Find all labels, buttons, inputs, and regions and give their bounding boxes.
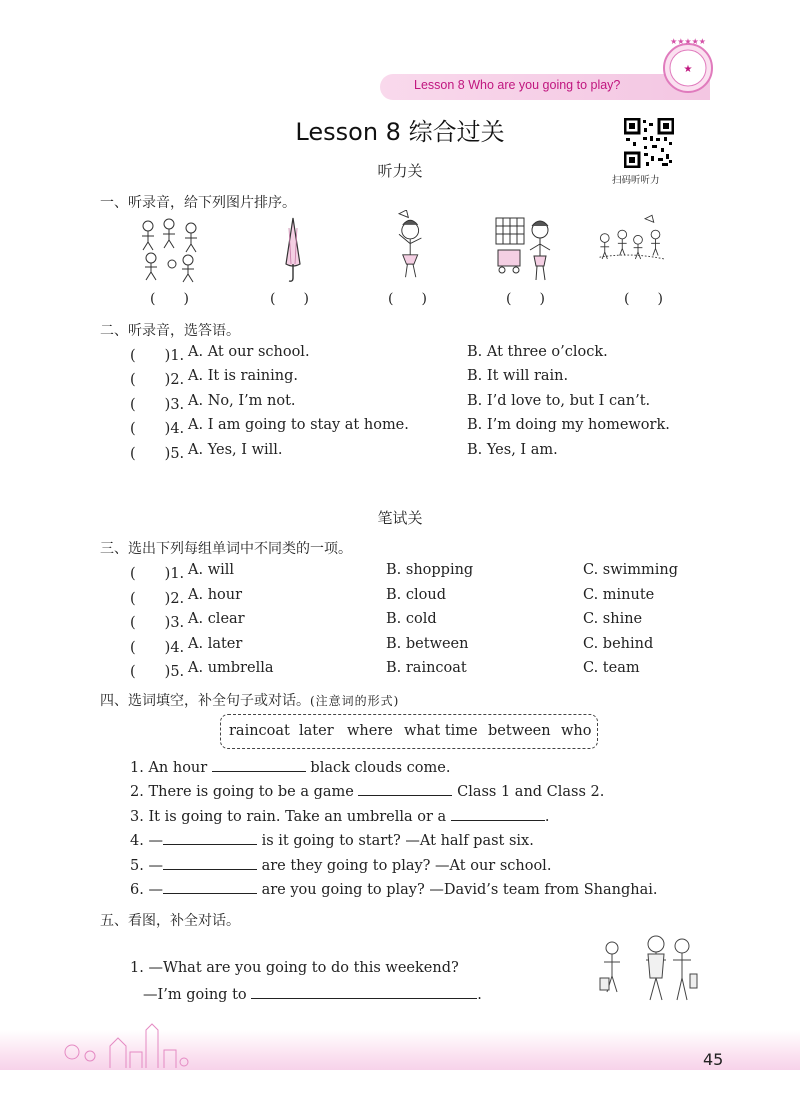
sentence-end: are you going to play? —David’s team from Shanghai. [261, 882, 658, 898]
answer-blank[interactable] [163, 830, 257, 845]
word-bank-item: what time [404, 723, 478, 739]
sentence-end: black clouds come. [310, 760, 451, 776]
answer-paren-3[interactable]: ( ) [388, 291, 427, 307]
answer-blank[interactable] [163, 879, 257, 894]
sentence-start: 6. — [130, 882, 163, 898]
dialogue-question: 1. —What are you going to do this weekend? [130, 960, 459, 976]
answer-start: —I’m going to [143, 987, 247, 1003]
umbrella-picture [258, 214, 328, 284]
option-a: A. No, I’m not. [188, 393, 296, 409]
option-a: A. clear [188, 611, 245, 627]
page-title: Lesson 8 综合过关 [295, 118, 505, 146]
option-a: A. I am going to stay at home. [188, 417, 409, 433]
word-bank-item: between [488, 723, 551, 739]
option-a: A. will [188, 562, 235, 578]
word-bank-item: where [347, 723, 393, 739]
option-b: B. cold [386, 611, 437, 627]
sentence-start: 2. There is going to be a game [130, 784, 354, 800]
option-b: B. shopping [386, 562, 474, 578]
answer-paren-4[interactable]: ( ) [506, 291, 545, 307]
question-number[interactable]: ( )3. [130, 615, 185, 631]
page-number: 45 [703, 1050, 724, 1069]
fill-sentence [130, 879, 658, 898]
running-title: Lesson 8 Who are you going to play? [414, 78, 621, 92]
brand-badge-icon [658, 36, 718, 96]
part1-title: 一、听录音，给下列图片排序。 [100, 195, 296, 211]
fill-sentence [130, 757, 450, 776]
sentence-start: 4. — [130, 833, 163, 849]
option-c: C. team [583, 660, 640, 676]
part4-note: (注意词的形式) [310, 694, 400, 708]
word-bank-item: who [561, 723, 592, 739]
option-a: A. later [188, 636, 243, 652]
word-bank-item: raincoat [229, 723, 290, 739]
sentence-start: 5. — [130, 858, 163, 874]
question-number[interactable]: ( )1. [130, 348, 185, 364]
qr-label: 扫码听听力 [612, 175, 660, 186]
part3-title: 三、选出下列每组单词中不同类的一项。 [100, 541, 352, 557]
part5-title: 五、看图，补全对话。 [100, 913, 240, 929]
girl-flying-kite-picture [378, 210, 448, 280]
option-a: A. It is raining. [188, 368, 298, 384]
sentence-start: 3. It is going to rain. Take an umbrella or a [130, 809, 447, 825]
castle-decoration-icon [60, 1022, 190, 1072]
dialogue-answer [143, 984, 482, 1003]
family-travel-picture [598, 934, 698, 1008]
answer-blank[interactable] [251, 984, 477, 999]
answer-blank[interactable] [212, 757, 306, 772]
part4-title-text: 四、选词填空，补全句子或对话。 [100, 693, 310, 709]
fill-sentence [130, 806, 549, 825]
part4-title [100, 690, 399, 710]
question-number[interactable]: ( )3. [130, 397, 185, 413]
sentence-end: Class 1 and Class 2. [457, 784, 605, 800]
sentence-end: is it going to start? —At half past six. [261, 833, 534, 849]
question-number[interactable]: ( )5. [130, 446, 185, 462]
word-bank-item: later [299, 723, 334, 739]
answer-blank[interactable] [451, 806, 545, 821]
svg-text:★★★★★: ★★★★★ [670, 37, 706, 46]
sentence-end: . [544, 809, 550, 825]
option-a: A. At our school. [188, 344, 310, 360]
option-c: C. minute [583, 587, 655, 603]
option-c: C. behind [583, 636, 654, 652]
option-b: B. raincoat [386, 660, 467, 676]
answer-paren-2[interactable]: ( ) [270, 291, 309, 307]
answer-blank[interactable] [163, 855, 257, 870]
part2-title: 二、听录音，选答语。 [100, 323, 240, 339]
girl-shopping-picture [494, 214, 564, 284]
sentence-start: 1. An hour [130, 760, 208, 776]
question-number[interactable]: ( )4. [130, 421, 185, 437]
fill-sentence [130, 781, 604, 800]
option-b: B. between [386, 636, 469, 652]
option-b: B. At three o’clock. [467, 344, 608, 360]
option-b: B. I’m doing my homework. [467, 417, 670, 433]
svg-text:★: ★ [683, 64, 693, 75]
option-b: B. I’d love to, but I can’t. [467, 393, 651, 409]
answer-end: . [477, 987, 482, 1003]
question-number[interactable]: ( )2. [130, 372, 185, 388]
option-c: C. swimming [583, 562, 679, 578]
writing-heading: 笔试关 [377, 509, 423, 527]
kids-in-park-picture [596, 210, 666, 280]
option-c: C. shine [583, 611, 643, 627]
listening-heading: 听力关 [377, 162, 423, 180]
question-number[interactable]: ( )4. [130, 640, 185, 656]
answer-blank[interactable] [358, 781, 452, 796]
question-number[interactable]: ( )5. [130, 664, 185, 680]
sentence-end: are they going to play? —At our school. [261, 858, 552, 874]
question-number[interactable]: ( )1. [130, 566, 185, 582]
option-a: A. umbrella [188, 660, 274, 676]
fill-sentence [130, 830, 534, 849]
answer-paren-5[interactable]: ( ) [624, 291, 663, 307]
option-b: B. Yes, I am. [467, 442, 558, 458]
question-number[interactable]: ( )2. [130, 591, 185, 607]
answer-paren-1[interactable]: ( ) [150, 291, 189, 307]
option-b: B. It will rain. [467, 368, 569, 384]
kids-playing-football-picture [136, 214, 206, 284]
option-a: A. Yes, I will. [188, 442, 283, 458]
fill-sentence [130, 855, 551, 874]
option-b: B. cloud [386, 587, 446, 603]
option-a: A. hour [188, 587, 243, 603]
